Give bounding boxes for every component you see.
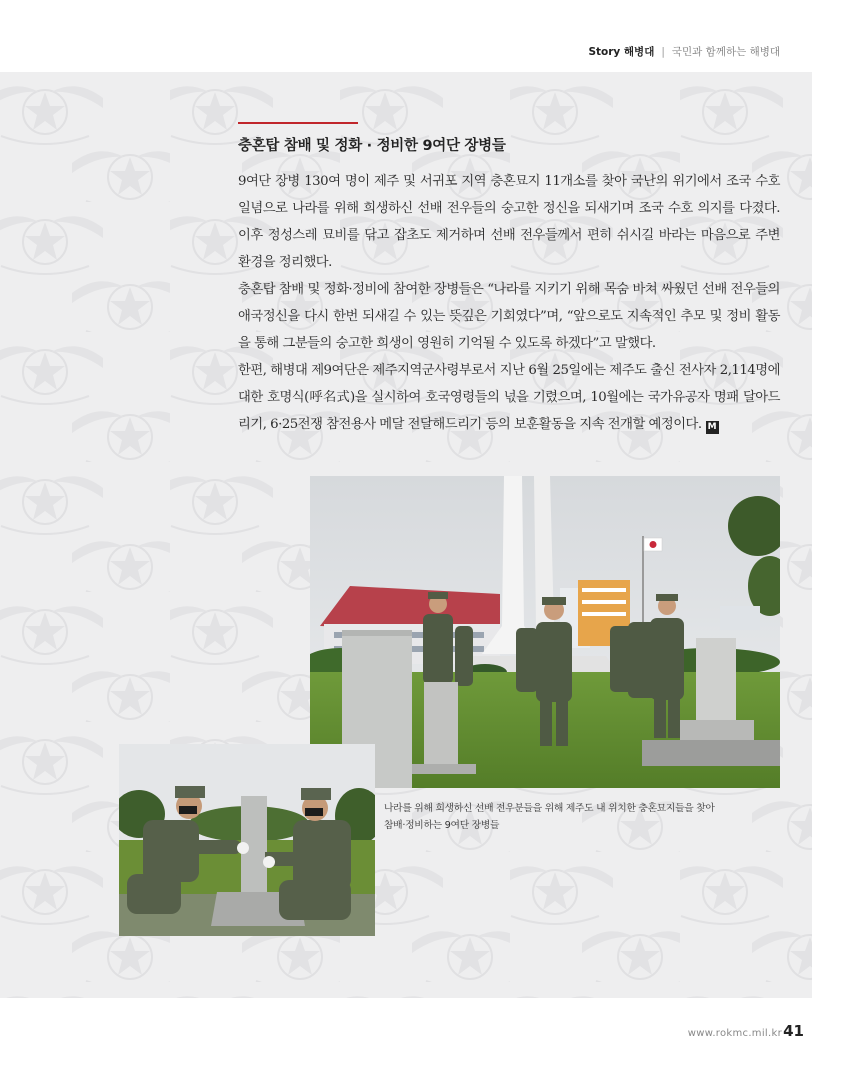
article-paragraph: 충혼탑 참배 및 정화·정비에 참여한 장병들은 “나라를 지키기 위해 목숨 바쳐 싸웠던 선배 전우들의 애국정신을 다시 한번 되새길 수 있는 뜻깊은 기회였다”며, “앞으로도 지속적인 추모 및 정비 활동을 통해 그분들의 숭고한 희생이 영원히 기억될 수 있도록 하겠다”고 말했다. bbox=[238, 282, 780, 351]
article-title: 충혼탑 참배 및 정화 · 정비한 9여단 장병들 bbox=[238, 138, 506, 154]
article-panel bbox=[0, 72, 812, 998]
header-divider: | bbox=[661, 46, 665, 58]
article-paragraph: 9여단 장병 130여 명이 제주 및 서귀포 지역 충혼묘지 11개소를 찾아 국난의 위기에서 조국 수호 일념으로 나라를 위해 희생하신 선배 전우들의 숭고한 정신을 되새기며 조국 수호 의지를 다졌다. 이후 정성스레 묘비를 닦고 잡초도 제거하며 선배 전우들께서 편히 쉬시길 바라는 마음으로 주변 환경을 정리했다. bbox=[238, 174, 780, 270]
article-body bbox=[238, 168, 780, 438]
caption-line: 나라를 위해 희생하신 선배 전우분들을 위해 제주도 내 위치한 충혼묘지들을 찾아 bbox=[384, 803, 715, 814]
gravestone-cleaning-photo bbox=[119, 744, 375, 936]
magazine-end-mark-icon: M bbox=[706, 421, 719, 434]
page-header bbox=[0, 0, 850, 72]
footer-website: www.rokmc.mil.kr bbox=[687, 1028, 782, 1039]
article-paragraph-text: 한편, 해병대 제9여단은 제주지역군사령부로서 지난 6월 25일에는 제주도 출신 전사자 2,114명에 대한 호명식(呼名式)을 실시하여 호국영령들의 넋을 기렸으며, 10월에는 국가유공자 명패 달아드리기, 6·25전쟁 참전용사 메달 전달해드리기 등의 보훈활동을 지속 전개할 예정이다. bbox=[238, 363, 780, 432]
memorial-salute-photo bbox=[310, 476, 780, 788]
caption-line: 참배·정비하는 9여단 장병들 bbox=[384, 820, 500, 831]
article-paragraph bbox=[238, 357, 780, 438]
title-accent-rule bbox=[238, 122, 358, 124]
section-subtitle: 국민과 함께하는 해병대 bbox=[671, 46, 780, 58]
page-number: 41 bbox=[783, 1022, 804, 1040]
running-header bbox=[588, 44, 780, 59]
photo-caption bbox=[384, 800, 784, 834]
section-label: Story 해병대 bbox=[588, 46, 655, 58]
